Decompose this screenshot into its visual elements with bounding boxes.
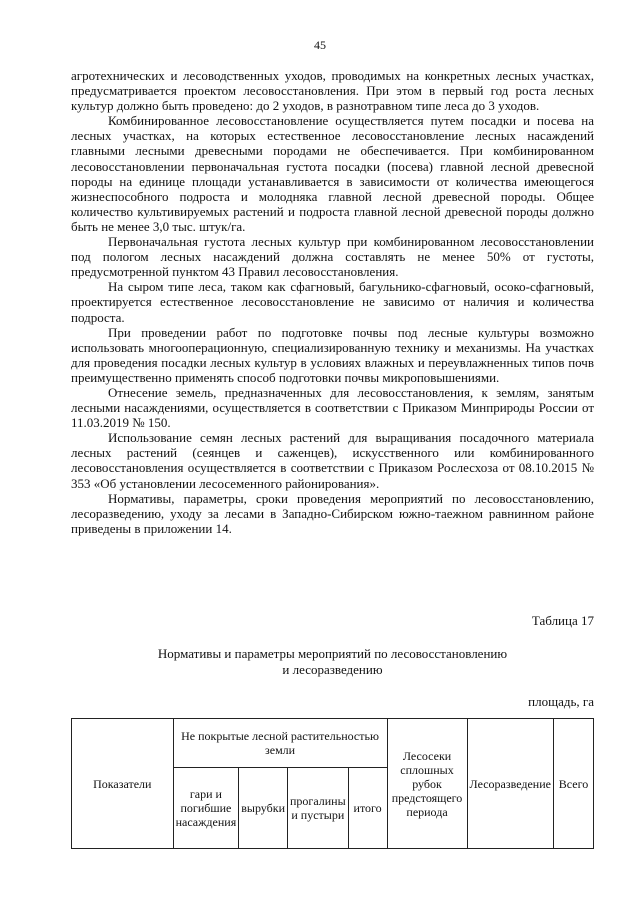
table-title-line-2: и лесоразведению: [282, 662, 383, 677]
paragraph: На сыром типе леса, таком как сфагновый, багульнико-сфагновый, осоко-сфагновый, проектируется естественное лесовосстановление не зависимо от наличия и количества подроста.: [71, 279, 594, 325]
paragraph: Отнесение земель, предназначенных для лесовосстановления, к землям, занятым лесными насаждениями, осуществляется в соответствии с Приказом Минприроды России от 11.03.2019 № 150.: [71, 384, 594, 431]
paragraph: При проведении работ по подготовке почвы под лесные культуры возможно использовать многооперационную, специализированную технику и механизмы. На участках для проведения посадки лесных культур в условиях влажных и переувлажненных типов почв преимущественно применять способ подготовки почвы микроповышениями.: [71, 324, 594, 385]
header-all: Всего: [553, 719, 593, 849]
paragraph: Первоначальная густота лесных культур при комбинированном лесовосстановлении под пологом лесных насаждений должна составлять не менее 50% от густоты, предусмотренной пунктом 43 Правил лесовосстановления.: [71, 234, 594, 280]
page-number: 45: [314, 38, 326, 52]
paragraph: Использование семян лесных растений для выращивания посадочного материала лесных растений (сеянцев и саженцев), искусственного или комбинированного лесовосстановления осуществляется в соответствии с Приказом Рослесхоза от 08.10.2015 № 353 «Об установлении лесосеменного районирования».: [71, 430, 594, 491]
table-title-line-1: Нормативы и параметры мероприятий по лесовосстановлению: [157, 646, 508, 661]
header-cutting-areas: Лесосеки сплошных рубок предстоящего периода: [387, 719, 467, 849]
header-total-group: итого: [348, 768, 387, 849]
norms-table: [71, 718, 594, 849]
header-burns: гари и погибшие насаждения: [173, 768, 239, 849]
table-title: [71, 646, 594, 678]
paragraph: Нормативы, параметры, сроки проведения мероприятий по лесовосстановлению, лесоразведению, уходу за лесами в Западно-Сибирском южно-таежном равнинном районе приведены в приложении 14.: [71, 490, 594, 536]
table-caption: Таблица 17: [531, 613, 594, 628]
unit-label: площадь, га: [528, 694, 594, 709]
body-text: [71, 68, 594, 536]
header-glades: прогалины и пустыри: [288, 768, 349, 849]
header-indicators: Показатели: [72, 719, 174, 849]
header-not-covered-group: Не покрытые лесной растительностью земли: [173, 719, 387, 768]
paragraph: агротехнических и лесоводственных уходов, проводимых на конкретных лесных участках, предусматривается проектом лесовосстановления. При этом в первый год роста лесных культур должно быть проведено: до 2 уходов, в разнотравном типе леса до 3 уходов.: [71, 68, 594, 114]
paragraph: Комбинированное лесовосстановление осуществляется путем посадки и посева на лесных участках, на которых естественное лесовосстановление лесных насаждений главными лесными древесными породами не обеспечивается. При комбинированном лесовосстановлении первоначальная густота посадки (посева) главной лесной древесной породы на единице площади устанавливается в зависимости от количества имеющегося жизнеспособного подроста и молодняка главной лесной древесной породы. Общее количество культивируемых растений и подроста главной лесной древесной породы должно быть не менее 3,0 тыс. штук/га.: [71, 113, 594, 234]
header-afforestation: Лесоразведение: [467, 719, 553, 849]
header-clearings: вырубки: [239, 768, 288, 849]
